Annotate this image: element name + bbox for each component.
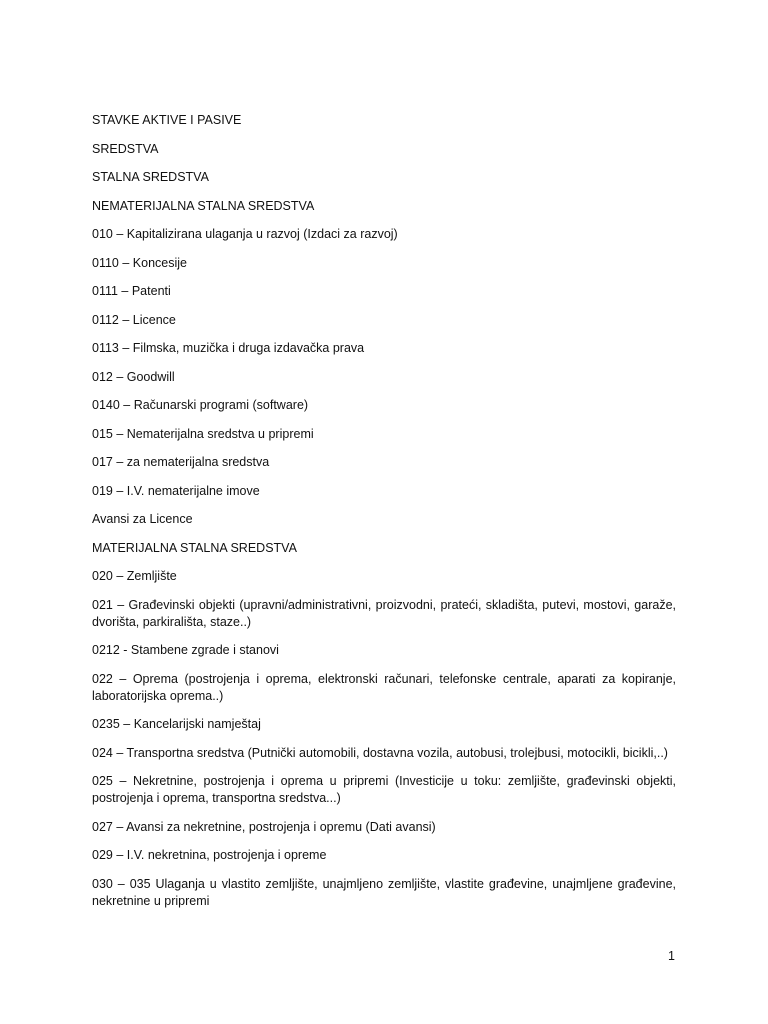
account-line: 025 – Nekretnine, postrojenja i oprema u pripremi (Investicije u toku: zemljište, građevinski objekti, postrojenja i oprema, transportna sredstva...) bbox=[92, 774, 676, 805]
account-line: 0111 – Patenti bbox=[92, 284, 171, 298]
account-line: 0110 – Koncesije bbox=[92, 255, 187, 270]
document-page bbox=[92, 112, 676, 921]
account-line: 024 – Transportna sredstva (Putnički automobili, dostavna vozila, autobusi, trolejbusi, motocikli, bicikli,..) bbox=[92, 745, 668, 760]
account-line: 029 – I.V. nekretnina, postrojenja i opreme bbox=[92, 848, 327, 862]
account-line: 015 – Nematerijalna sredstva u pripremi bbox=[92, 426, 314, 441]
heading-nematerijalna-stalna-sredstva: NEMATERIJALNA STALNA SREDSTVA bbox=[92, 198, 315, 213]
page-number: 1 bbox=[668, 949, 675, 963]
heading-stalna-sredstva: STALNA SREDSTVA bbox=[92, 170, 209, 184]
account-line: 0113 – Filmska, muzička i druga izdavačka prava bbox=[92, 341, 365, 355]
account-line: 012 – Goodwill bbox=[92, 369, 175, 384]
account-line: 0212 - Stambene zgrade i stanovi bbox=[92, 643, 279, 657]
heading-materijalna-stalna-sredstva: MATERIJALNA STALNA SREDSTVA bbox=[92, 540, 297, 555]
account-line: 019 – I.V. nematerijalne imove bbox=[92, 483, 260, 498]
account-line: 0112 – Licence bbox=[92, 312, 176, 327]
account-line: 022 – Oprema (postrojenja i oprema, elektronski računari, telefonske centrale, aparati za kopiranje, laboratorijska oprema..) bbox=[92, 671, 676, 703]
account-line: Avansi za Licence bbox=[92, 512, 193, 526]
account-line: 030 – 035 Ulaganja u vlastito zemljište, unajmljeno zemljište, vlastite građevine, unajmljene građevine, nekretnine u pripremi bbox=[92, 876, 676, 908]
account-line: 0140 – Računarski programi (software) bbox=[92, 398, 309, 412]
heading-stavke-aktive-i-pasive: STAVKE AKTIVE I PASIVE bbox=[92, 113, 242, 127]
account-line: 020 – Zemljište bbox=[92, 569, 177, 583]
account-line: 027 – Avansi za nekretnine, postrojenja i opremu (Dati avansi) bbox=[92, 819, 436, 834]
account-line: 021 – Građevinski objekti (upravni/administrativni, proizvodni, prateći, skladišta, putevi, mostovi, garaže, dvorišta, parkirališta, staze..) bbox=[92, 597, 676, 629]
heading-sredstva: SREDSTVA bbox=[92, 141, 159, 156]
account-line: 0235 – Kancelarijski namještaj bbox=[92, 717, 261, 731]
account-line: 010 – Kapitalizirana ulaganja u razvoj (Izdaci za razvoj) bbox=[92, 227, 398, 241]
account-line: 017 – za nematerijalna sredstva bbox=[92, 455, 270, 469]
